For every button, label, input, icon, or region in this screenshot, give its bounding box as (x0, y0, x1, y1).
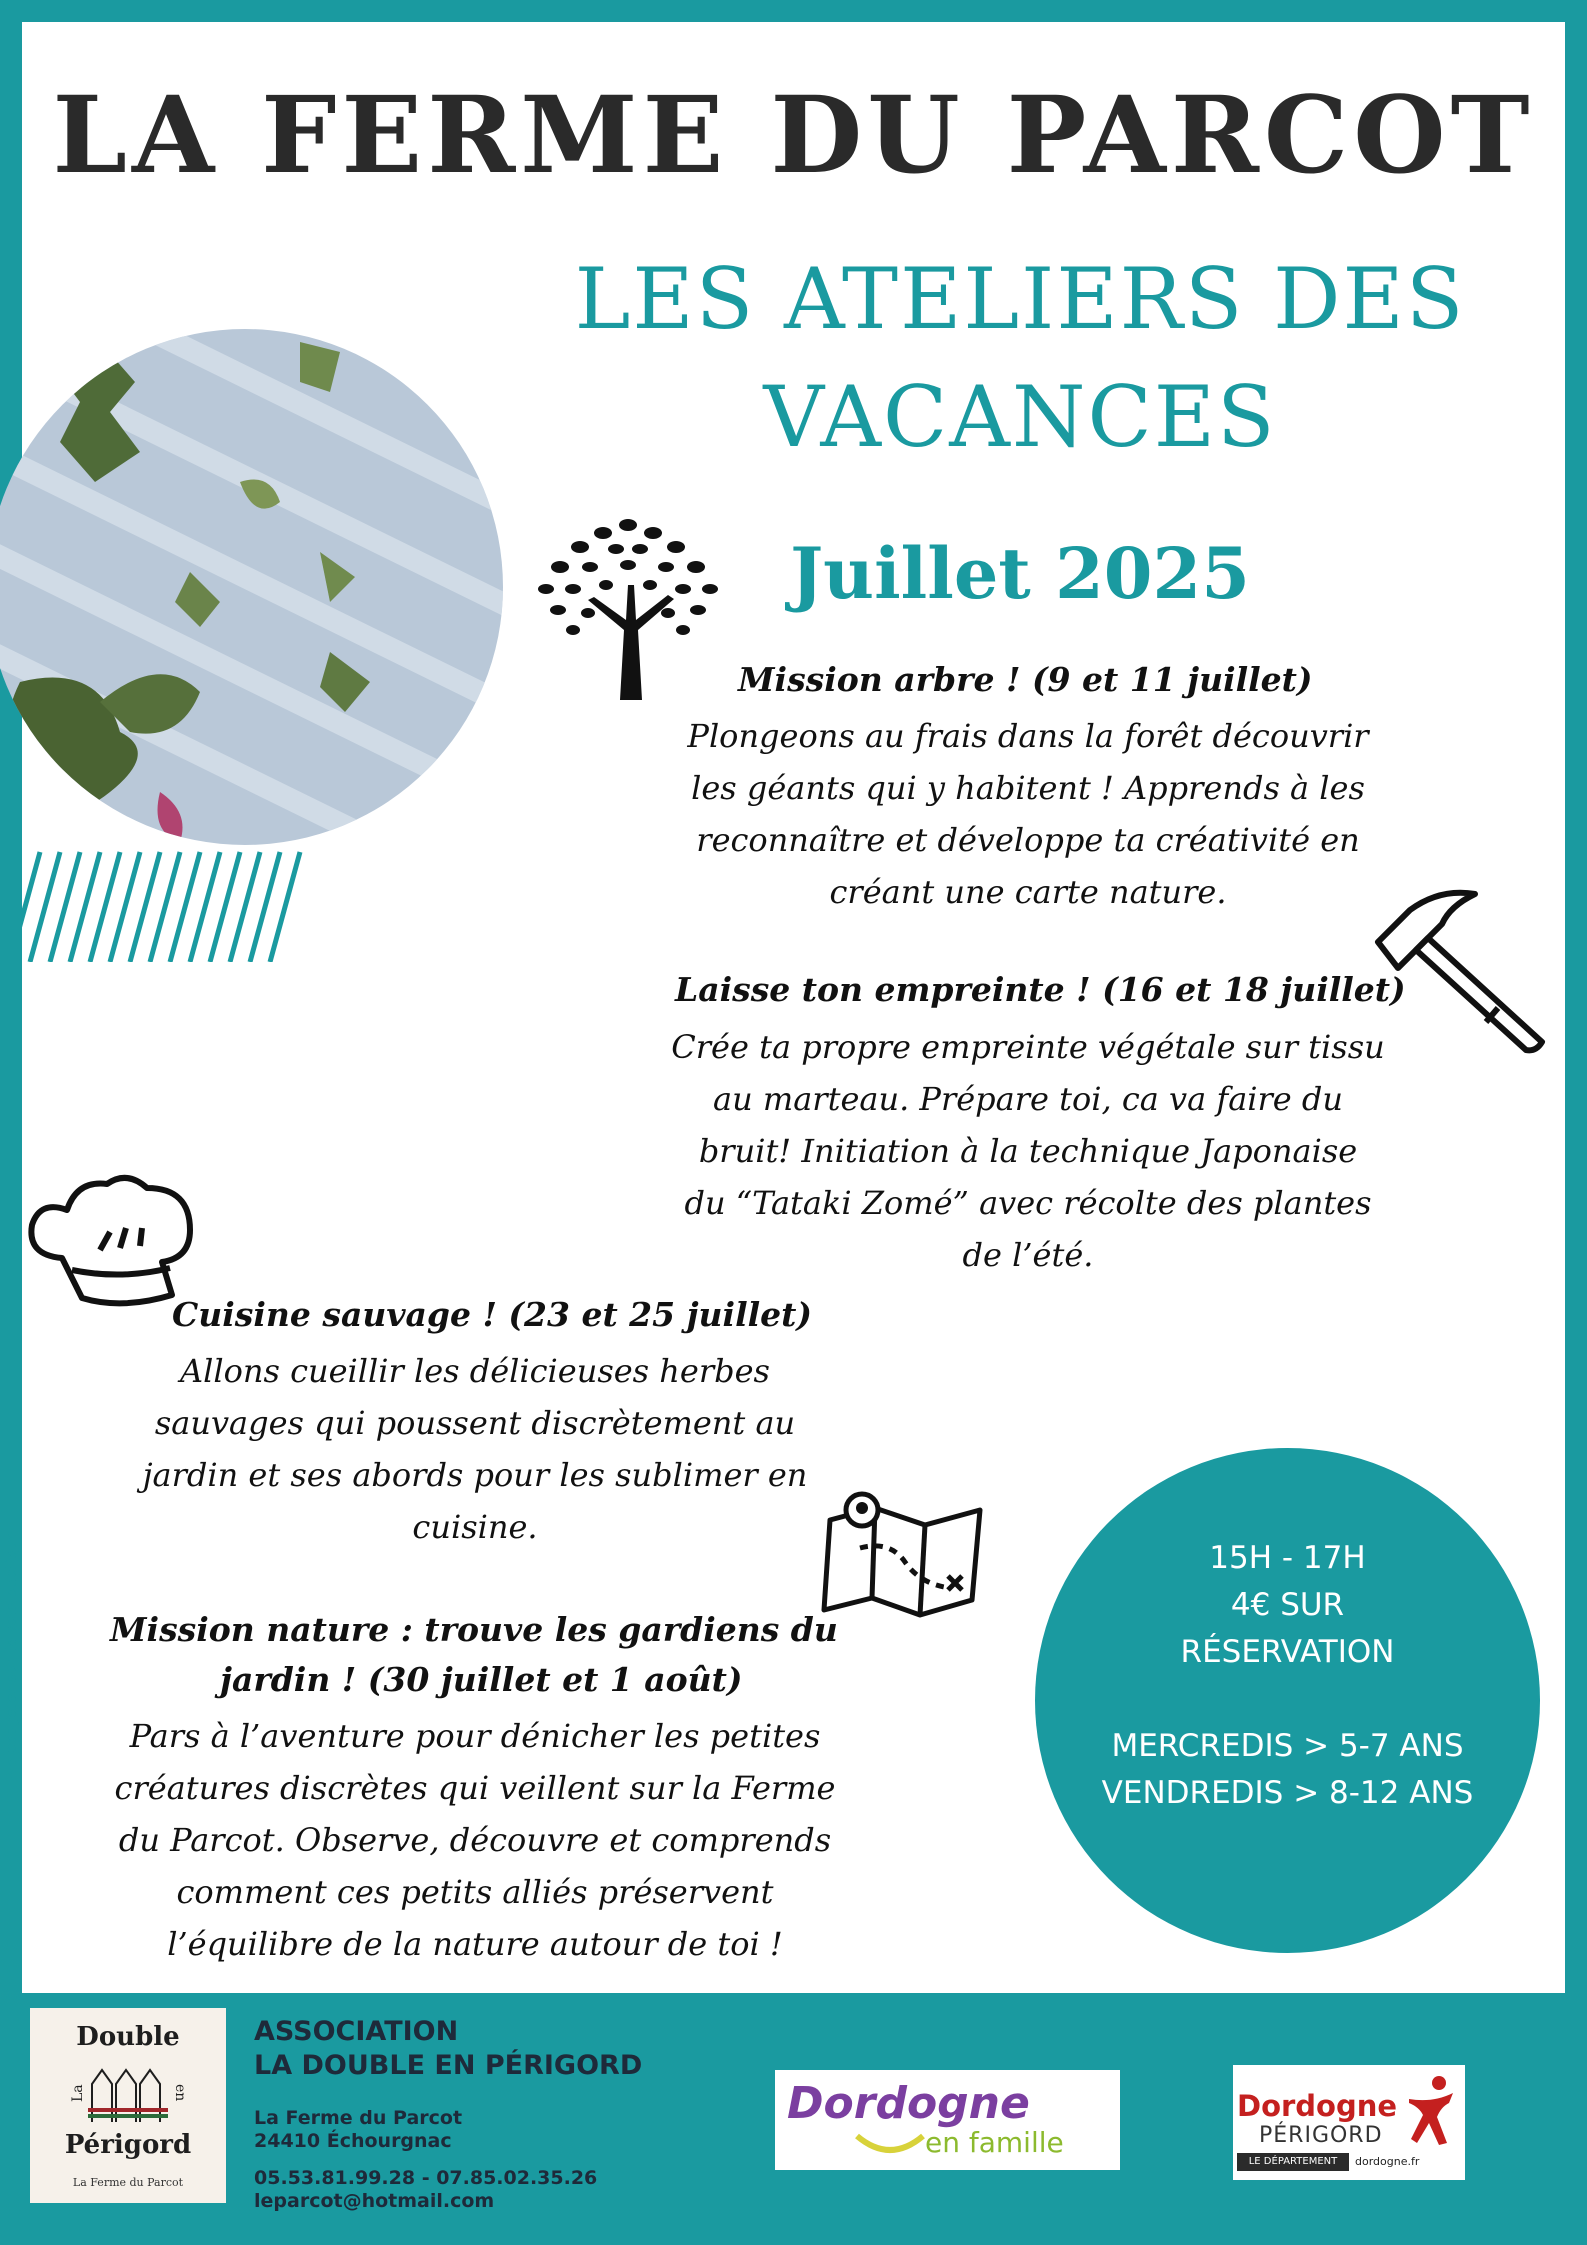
association-name-line-1: ASSOCIATION (254, 2016, 459, 2047)
dordogne-famille-word-1: Dordogne (787, 2078, 1030, 2129)
farm-address: 24410 Échourgnac (254, 2130, 452, 2152)
association-logo (30, 2008, 226, 2203)
dordogne-perigord-word-3: LE DÉPARTEMENT (1237, 2153, 1349, 2171)
treasure-map-icon (820, 1480, 990, 1620)
activity-3-line: jardin et ses abords pour les sublimer en (142, 1456, 808, 1494)
activity-3-line: cuisine. (412, 1508, 538, 1546)
page-title: LA FERME DU PARCOT (52, 72, 1535, 197)
association-info (254, 2015, 642, 2213)
activity-1-line: créant une carte nature. (829, 873, 1227, 911)
leaf-print-photo (0, 232, 520, 962)
activity-2-line: Crée ta propre empreinte végétale sur tissu (671, 1028, 1385, 1066)
schedule-time: 15H - 17H (1209, 1540, 1366, 1576)
dancer-figure-icon (1403, 2073, 1461, 2148)
email-address: leparcot@hotmail.com (254, 2190, 495, 2212)
logo-word-en: en (172, 2084, 188, 2102)
dordogne-perigord-website: dordogne.fr (1355, 2155, 1420, 2168)
activity-1-line: Plongeons au frais dans la forêt découvrir (687, 717, 1369, 755)
subtitle-line-1: LES ATELIERS DES (574, 250, 1466, 348)
dordogne-perigord-word-2: PÉRIGORD (1259, 2123, 1383, 2148)
dordogne-perigord-logo (1233, 2065, 1465, 2180)
activity-4-line: du Parcot. Observe, découvre et comprends (118, 1821, 832, 1859)
activity-2-line: au marteau. Prépare toi, ca va faire du (713, 1080, 1343, 1118)
reservation-note: RÉSERVATION (1180, 1634, 1395, 1670)
activity-3-title: Cuisine sauvage ! (23 et 25 juillet) (172, 1295, 812, 1334)
logo-houses-icon (88, 2064, 168, 2124)
subtitle (560, 240, 1480, 476)
activity-4-title-line-2: jardin ! (30 juillet et 1 août) (220, 1660, 743, 1699)
farm-name: La Ferme du Parcot (254, 2107, 463, 2129)
activity-4-line: l’équilibre de la nature autour de toi ! (167, 1925, 783, 1963)
activity-4-line: comment ces petits alliés préservent (176, 1873, 774, 1911)
subtitle-line-2: VACANCES (763, 368, 1277, 466)
smile-swoosh-icon (855, 2130, 925, 2160)
activity-4-title-line-1: Mission nature : trouve les gardiens du (110, 1610, 838, 1649)
activity-2-line: du “Tataki Zomé” avec récolte des plantes (684, 1184, 1372, 1222)
activity-1-line: les géants qui y habitent ! Apprends à les (691, 769, 1365, 807)
month-heading: Juillet 2025 (790, 532, 1250, 615)
activity-4-description (40, 1710, 910, 1970)
activity-3-line: Allons cueillir les délicieuses herbes (180, 1352, 770, 1390)
activity-2-description (608, 1021, 1448, 1281)
price: 4€ SUR (1230, 1587, 1345, 1623)
activity-2-line: bruit! Initiation à la technique Japonaise (698, 1132, 1358, 1170)
activity-3-line: sauvages qui poussent discrètement au (154, 1404, 796, 1442)
activity-3-description (60, 1345, 890, 1553)
activity-4-line: Pars à l’aventure pour dénicher les petites (129, 1717, 821, 1755)
logo-word-la: La (70, 2084, 86, 2102)
association-name-line-2: LA DOUBLE EN PÉRIGORD (254, 2050, 643, 2081)
logo-caption: La Ferme du Parcot (72, 2176, 184, 2189)
litter-notice: Ne pas jeter sur la voie publique (2, 1531, 20, 1780)
friday-ages: VENDREDIS > 8-12 ANS (1101, 1775, 1474, 1811)
activity-1-line: reconnaître et développe ta créativité en (696, 821, 1360, 859)
activity-1-description (608, 710, 1448, 918)
logo-word-double: Double (76, 2022, 180, 2052)
logo-word-perigord: Périgord (64, 2130, 192, 2160)
chef-hat-icon (22, 1170, 202, 1315)
wednesday-ages: MERCREDIS > 5-7 ANS (1111, 1728, 1464, 1764)
phone-numbers: 05.53.81.99.28 - 07.85.02.35.26 (254, 2167, 598, 2189)
tree-icon (528, 505, 728, 700)
dordogne-perigord-word-1: Dordogne (1237, 2089, 1398, 2123)
info-circle (1035, 1448, 1540, 1953)
activity-2-title: Laisse ton empreinte ! (16 et 18 juillet) (675, 970, 1406, 1009)
dordogne-famille-word-2: en famille (925, 2126, 1064, 2159)
activity-2-line: de l’été. (962, 1236, 1094, 1274)
activity-4-line: créatures discrètes qui veillent sur la Ferme (114, 1769, 836, 1807)
activity-1-title: Mission arbre ! (9 et 11 juillet) (738, 660, 1313, 699)
dordogne-en-famille-logo (775, 2070, 1120, 2170)
